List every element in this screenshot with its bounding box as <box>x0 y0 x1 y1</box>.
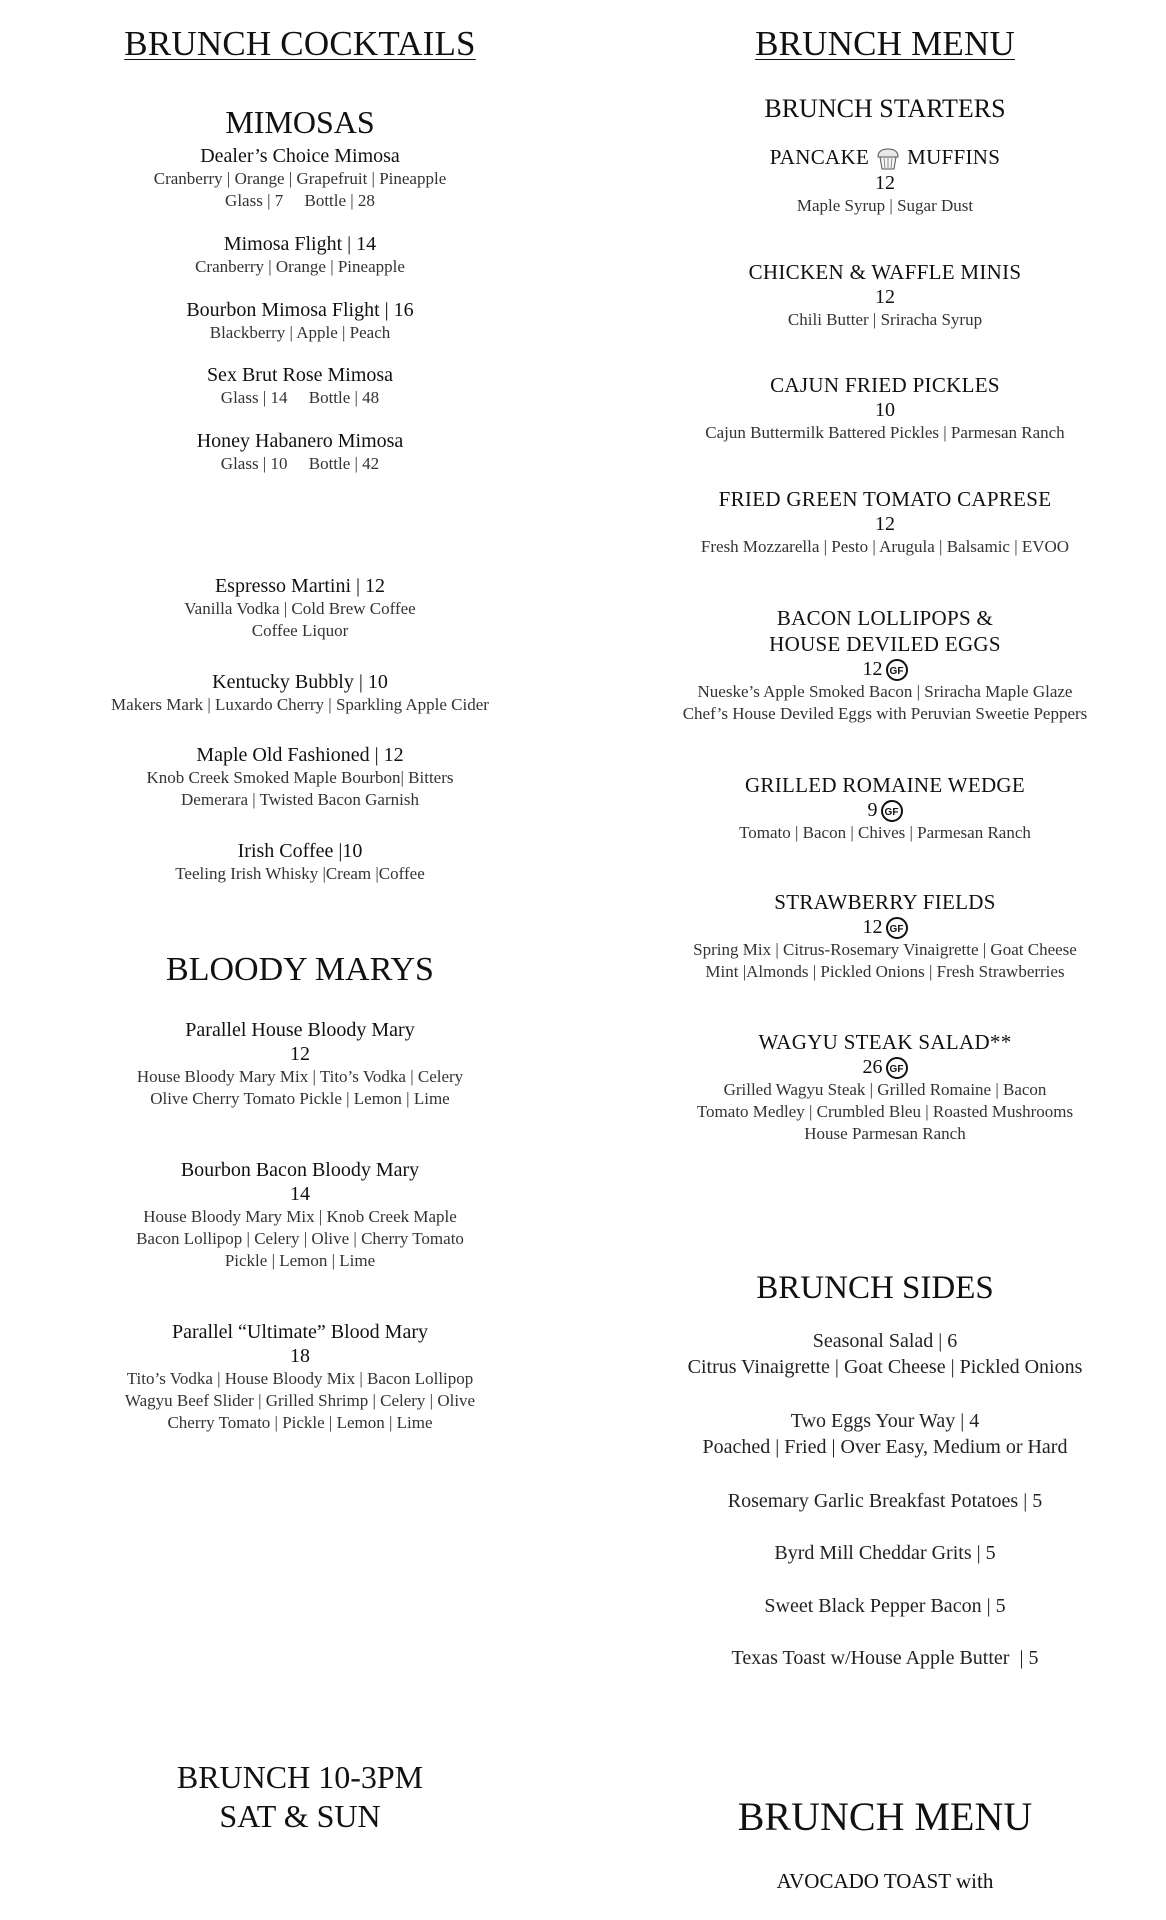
item-price: 14 <box>290 1183 310 1205</box>
mimosa-item <box>30 144 570 212</box>
item-detail: Tomato Medley | Crumbled Bleu | Roasted Mushrooms <box>696 1102 1074 1122</box>
item-detail: Coffee Liquor <box>251 621 349 640</box>
starter-item <box>640 372 1130 444</box>
item-name: FRIED GREEN TOMATO CAPRESE <box>718 487 1052 511</box>
starter-item <box>640 486 1130 558</box>
item-detail: Bacon Lollipop | Celery | Olive | Cherry Tomato <box>136 1229 464 1248</box>
mimosa-item <box>30 232 570 278</box>
brunch-menu-title: BRUNCH MENU <box>755 24 1015 63</box>
side-item <box>640 1645 1130 1671</box>
days-line: SAT & SUN <box>219 1798 381 1834</box>
item-price-row <box>640 915 1130 939</box>
item-name: STRAWBERRY FIELDS <box>774 890 996 914</box>
item-detail: Makers Mark | Luxardo Cherry | Sparkling Apple Cider <box>111 695 489 714</box>
item-name: WAGYU STEAK SALAD** <box>758 1030 1012 1054</box>
cocktails-title: BRUNCH COCKTAILS <box>124 24 476 63</box>
starter-item <box>640 605 1130 725</box>
item-detail: Tito’s Vodka | House Bloody Mix | Bacon Lollipop <box>126 1369 474 1388</box>
side-item <box>640 1328 1130 1380</box>
side-item <box>640 1593 1130 1619</box>
item-price: 12 <box>875 286 895 308</box>
item-name: Espresso Martini | 12 <box>214 575 386 597</box>
starter-item <box>640 144 1130 217</box>
bloody-item <box>30 1320 570 1434</box>
cocktail-item <box>30 839 570 885</box>
item-price-row <box>640 798 1130 822</box>
hours-line: BRUNCH 10-3PM <box>176 1759 424 1795</box>
item-detail: Pickle | Lemon | Lime <box>224 1251 376 1270</box>
item-name: CAJUN FRIED PICKLES <box>770 373 1000 397</box>
mimosa-item <box>30 363 570 409</box>
mimosa-item <box>30 429 570 475</box>
item-price: 12 <box>862 658 883 680</box>
item-detail: Vanilla Vodka | Cold Brew Coffee <box>184 599 416 618</box>
item-detail: House Bloody Mary Mix | Knob Creek Maple <box>143 1207 457 1226</box>
item-price: 9 <box>867 799 878 821</box>
item-detail: Poached | Fried | Over Easy, Medium or Hard <box>702 1436 1068 1458</box>
side-item <box>640 1408 1130 1460</box>
item-price: 12 <box>862 916 883 938</box>
item-price: 12 <box>290 1043 310 1065</box>
item-detail: Cranberry | Orange | Grapefruit | Pineapple <box>153 169 447 188</box>
item-detail: Cranberry | Orange | Pineapple <box>195 257 405 276</box>
starter-item <box>640 1029 1130 1145</box>
item-detail: House Bloody Mary Mix | Tito’s Vodka | Celery <box>136 1067 464 1086</box>
item-price: 10 <box>875 399 895 421</box>
item-name: BACON LOLLIPOPS & <box>776 606 994 630</box>
starter-item <box>640 772 1130 844</box>
item-name: Dealer’s Choice Mimosa <box>200 145 400 167</box>
item-detail: House Parmesan Ranch <box>804 1124 966 1144</box>
item-name: Byrd Mill Cheddar Grits | 5 <box>774 1542 996 1564</box>
footer-menu-title: BRUNCH MENU <box>737 1794 1033 1839</box>
item-name: CHICKEN & WAFFLE MINIS <box>748 260 1022 284</box>
item-detail: Nueske’s Apple Smoked Bacon | Sriracha Maple Glaze <box>697 682 1073 702</box>
sides-heading: BRUNCH SIDES <box>756 1270 994 1306</box>
item-detail: Olive Cherry Tomato Pickle | Lemon | Lime <box>150 1089 450 1108</box>
item-detail: Demerara | Twisted Bacon Garnish <box>181 790 419 809</box>
gluten-free-icon: GF <box>881 800 903 822</box>
item-detail: Glass | 7 Bottle | 28 <box>225 191 375 210</box>
item-detail: Mint |Almonds | Pickled Onions | Fresh Strawberries <box>705 962 1065 982</box>
mimosas-heading: MIMOSAS <box>225 104 375 140</box>
item-detail: Grilled Wagyu Steak | Grilled Romaine | Bacon <box>723 1080 1047 1100</box>
item-detail: Fresh Mozzarella | Pesto | Arugula | Balsamic | EVOO <box>700 537 1070 556</box>
item-detail: Wagyu Beef Slider | Grilled Shrimp | Celery | Olive <box>124 1391 476 1410</box>
item-name: Parallel “Ultimate” Blood Mary <box>171 1321 429 1343</box>
item-price-row <box>640 1055 1130 1079</box>
item-name: Bourbon Mimosa Flight | 16 <box>186 299 414 321</box>
item-name <box>640 144 1130 171</box>
item-name: Texas Toast w/House Apple Butter | 5 <box>731 1647 1039 1669</box>
item-detail: Maple Syrup | Sugar Dust <box>796 196 974 216</box>
cocktail-item <box>30 574 570 642</box>
gluten-free-icon: GF <box>886 917 908 939</box>
mimosa-item <box>30 298 570 344</box>
starter-item <box>640 889 1130 983</box>
gluten-free-icon: GF <box>886 659 908 681</box>
bloody-marys-heading: BLOODY MARYS <box>166 951 434 988</box>
item-detail: Tomato | Bacon | Chives | Parmesan Ranch <box>739 823 1031 843</box>
item-name: HOUSE DEVILED EGGS <box>769 632 1001 656</box>
name-part: PANCAKE <box>769 145 870 169</box>
footer-item: AVOCADO TOAST with <box>776 1869 994 1893</box>
item-name: Rosemary Garlic Breakfast Potatoes | 5 <box>727 1490 1043 1512</box>
item-price: 26 <box>862 1056 883 1078</box>
item-detail: Chili Butter | Sriracha Syrup <box>787 310 983 329</box>
item-name: GRILLED ROMAINE WEDGE <box>744 773 1026 797</box>
item-name: Maple Old Fashioned | 12 <box>196 744 404 766</box>
bloody-item <box>30 1018 570 1110</box>
cocktail-item <box>30 670 570 716</box>
starter-item <box>640 259 1130 331</box>
item-name: Sweet Black Pepper Bacon | 5 <box>764 1595 1006 1617</box>
item-detail: Citrus Vinaigrette | Goat Cheese | Pickled Onions <box>687 1356 1083 1378</box>
item-name: Sex Brut Rose Mimosa <box>206 364 394 386</box>
item-name: Kentucky Bubbly | 10 <box>212 671 388 693</box>
item-name: Bourbon Bacon Bloody Mary <box>180 1159 420 1181</box>
item-detail: Teeling Irish Whisky |Cream |Coffee <box>175 864 425 883</box>
side-item <box>640 1540 1130 1566</box>
brunch-hours <box>30 1758 570 1836</box>
cocktail-item <box>30 743 570 811</box>
muffin-icon <box>875 147 901 171</box>
item-detail: Glass | 14 Bottle | 48 <box>220 388 380 407</box>
item-price: 12 <box>875 513 895 535</box>
item-detail: Knob Creek Smoked Maple Bourbon| Bitters <box>146 768 454 787</box>
item-price-row <box>640 657 1130 681</box>
item-name: Two Eggs Your Way | 4 <box>790 1410 980 1432</box>
item-name: Irish Coffee |10 <box>237 840 363 862</box>
item-name: Honey Habanero Mimosa <box>196 430 404 452</box>
name-part: MUFFINS <box>907 145 1001 169</box>
item-price: 12 <box>875 172 895 195</box>
side-item <box>640 1488 1130 1514</box>
bloody-item <box>30 1158 570 1272</box>
item-detail: Spring Mix | Citrus-Rosemary Vinaigrette | Goat Cheese <box>693 940 1077 960</box>
item-detail: Blackberry | Apple | Peach <box>209 323 391 342</box>
item-detail: Cajun Buttermilk Battered Pickles | Parmesan Ranch <box>705 423 1065 442</box>
item-detail: Glass | 10 Bottle | 42 <box>220 454 380 473</box>
starters-heading: BRUNCH STARTERS <box>764 94 1006 123</box>
item-name: Parallel House Bloody Mary <box>185 1019 415 1041</box>
gluten-free-icon: GF <box>886 1057 908 1079</box>
item-detail: Chef’s House Deviled Eggs with Peruvian Sweetie Peppers <box>682 704 1088 724</box>
item-detail: Cherry Tomato | Pickle | Lemon | Lime <box>167 1413 433 1432</box>
item-price: 18 <box>290 1345 310 1367</box>
item-name: Seasonal Salad | 6 <box>812 1330 958 1352</box>
item-name: Mimosa Flight | 14 <box>223 233 377 255</box>
